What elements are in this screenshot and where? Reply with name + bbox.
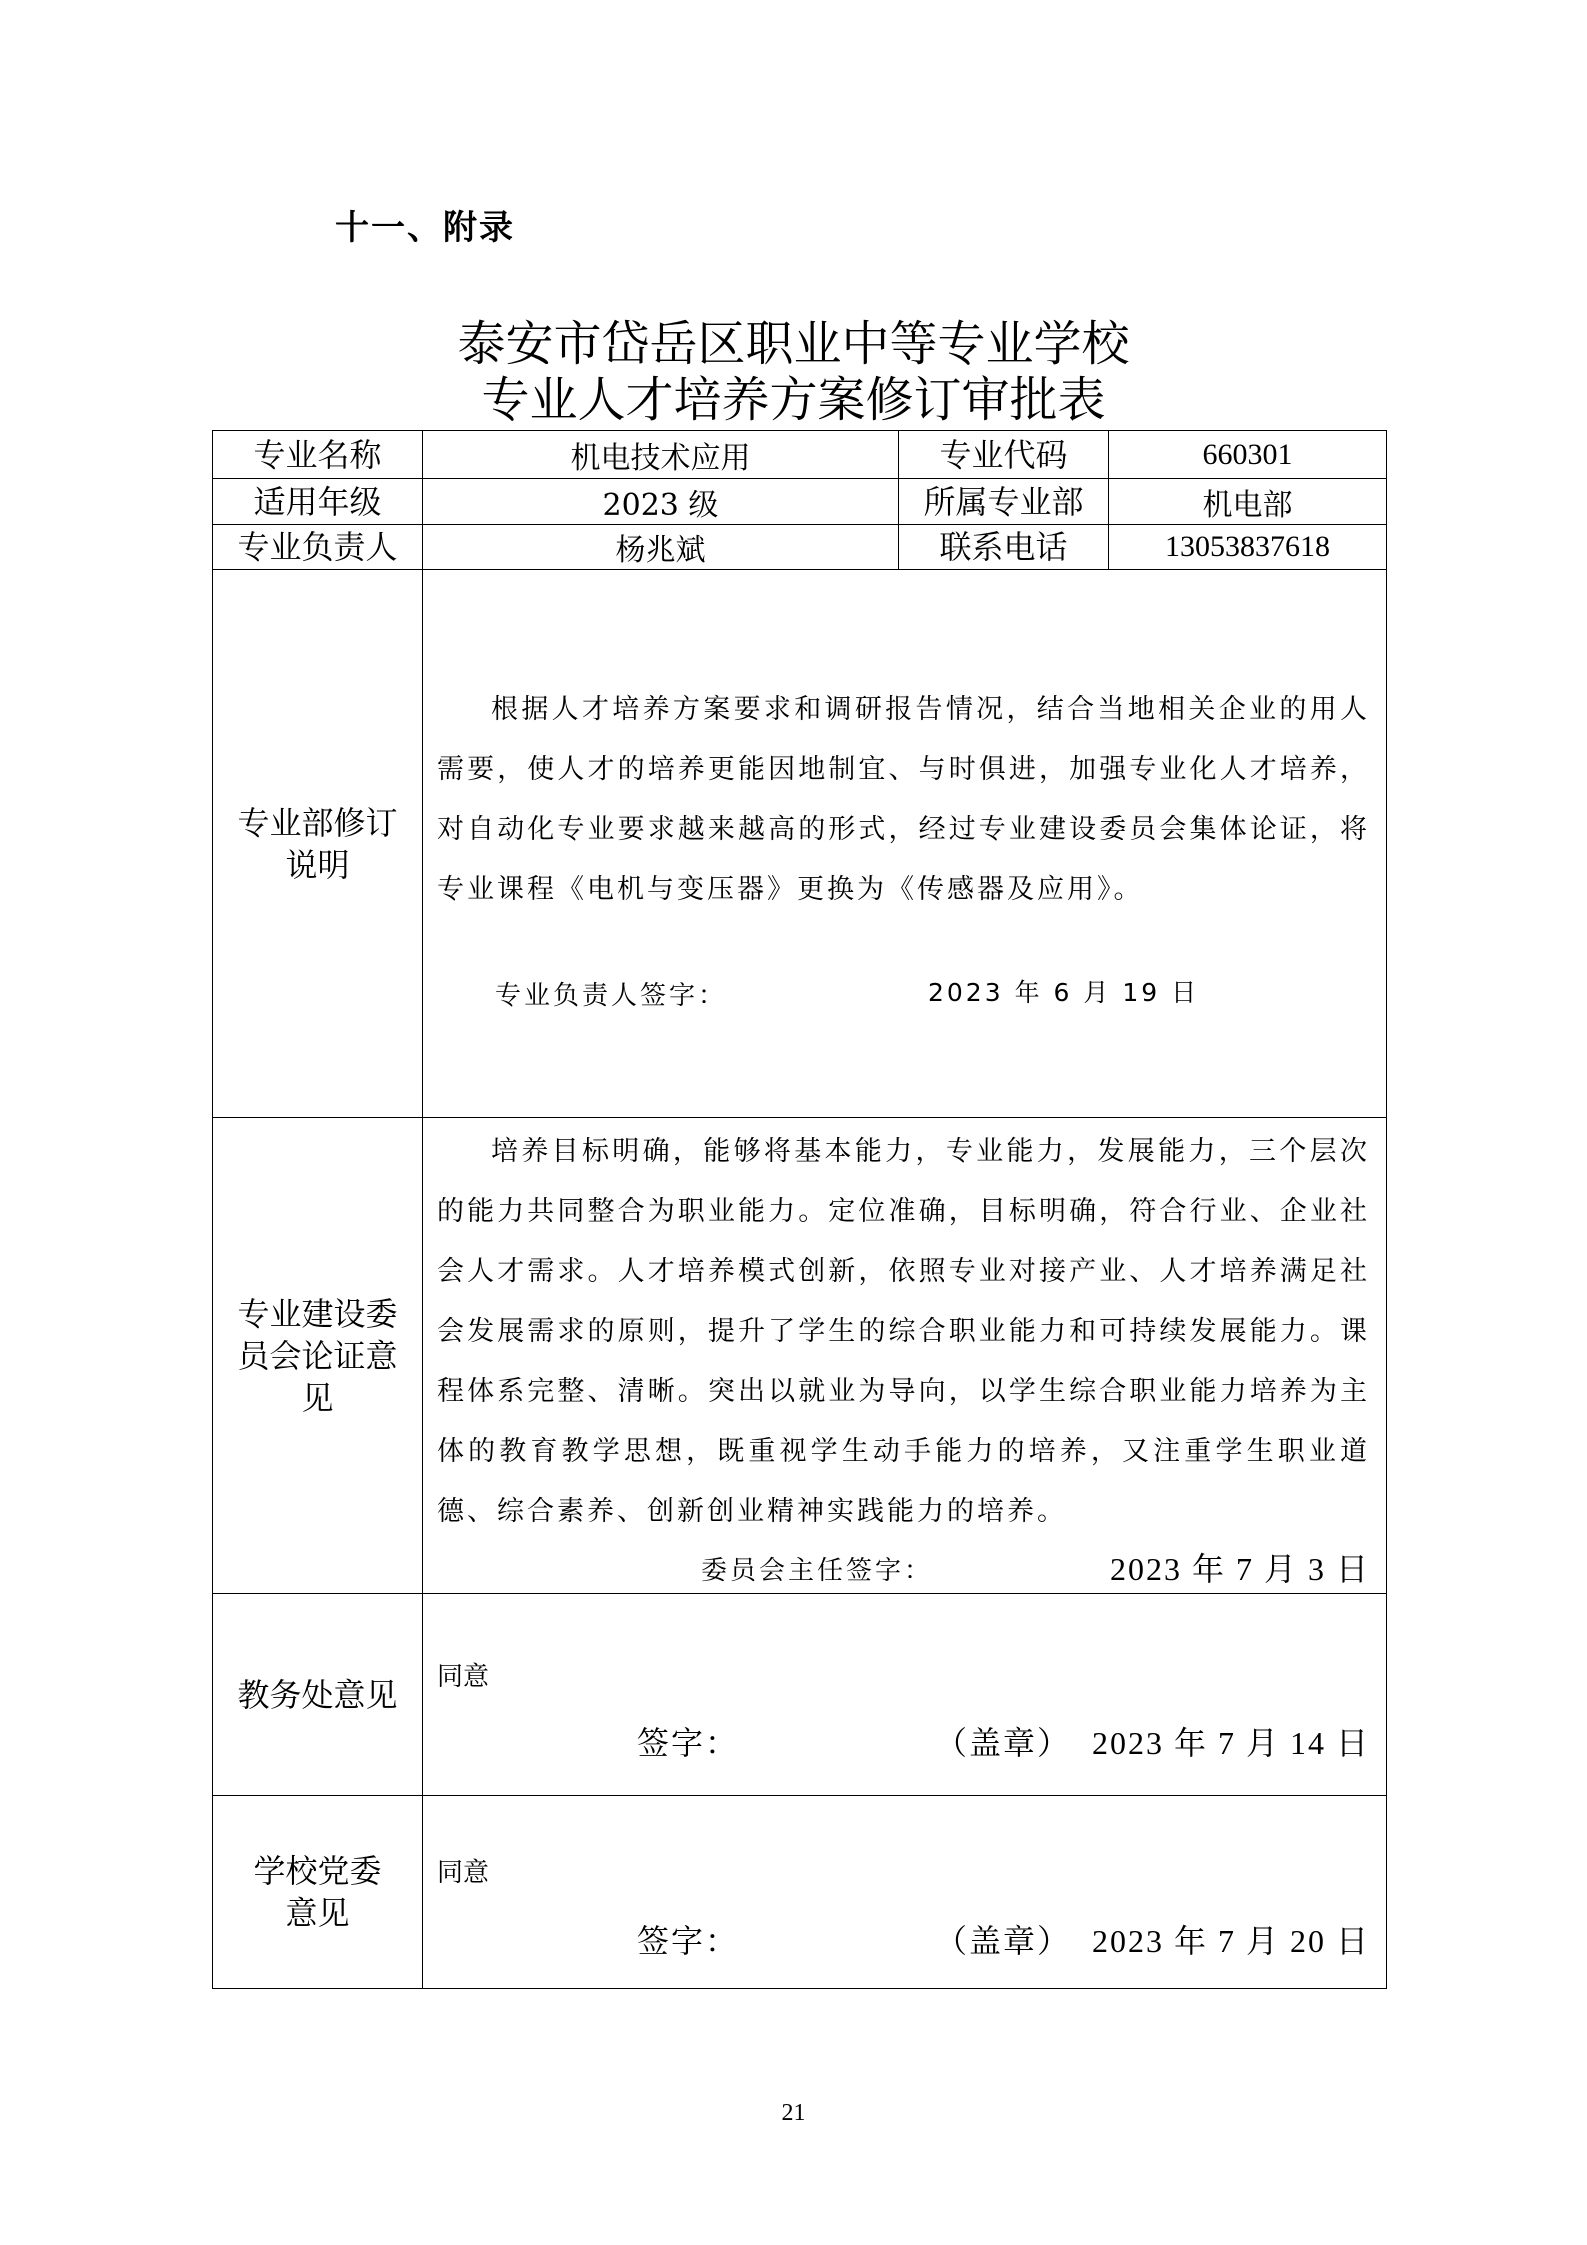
committee-signature-label: 委员会主任签字： xyxy=(701,1556,934,1586)
table-row xyxy=(213,1796,1387,1989)
revision-cell xyxy=(423,570,1387,1118)
phone-value: 13053837618 xyxy=(1109,525,1387,570)
table-row xyxy=(213,1594,1387,1796)
major-name-value: 机电技术应用 xyxy=(423,431,899,479)
academic-label: 教务处意见 xyxy=(213,1594,423,1796)
dept-label: 所属专业部 xyxy=(899,479,1109,525)
table-row xyxy=(213,431,1387,479)
revision-label: 专业部修订说明 xyxy=(213,570,423,1118)
page-number: 21 xyxy=(781,2100,806,2126)
party-sign-label: 签字： xyxy=(637,1922,740,1960)
academic-opinion: 同意 xyxy=(437,1662,490,1692)
table-row xyxy=(213,479,1387,525)
dept-value: 机电部 xyxy=(1109,479,1387,525)
committee-label: 专业建设委员会论证意见 xyxy=(213,1118,423,1594)
academic-date: 2023 年 7 月 14 日 xyxy=(1091,1725,1370,1761)
committee-text: 培养目标明确，能够将基本能力，专业能力，发展能力，三个层次的能力共同整合为职业能力。定位准确，目标明确，符合行业、企业社会人才需求。人才培养模式创新，依照专业对接产业、人才培养满足社会发展需求的原则，提升了学生的综合职业能力和可持续发展能力。课程体系完整、清晰。突出以就业为导向，以学生综合职业能力培养为主体的教育教学思想，既重视学生动手能力的培养，又注重学生职业道德、综合素养、创新创业精神实践能力的培养。 xyxy=(437,1136,1370,1527)
leader-value: 杨兆斌 xyxy=(423,525,899,570)
party-date: 2023 年 7 月 20 日 xyxy=(1091,1923,1370,1959)
table-row xyxy=(213,525,1387,570)
party-opinion: 同意 xyxy=(437,1858,490,1888)
committee-date: 2023 年 7 月 3 日 xyxy=(1109,1551,1370,1587)
approval-form-table xyxy=(212,430,1387,1989)
leader-label: 专业负责人 xyxy=(213,525,423,570)
committee-cell xyxy=(423,1118,1387,1594)
party-cell xyxy=(423,1796,1387,1989)
table-row xyxy=(213,1118,1387,1594)
phone-label: 联系电话 xyxy=(899,525,1109,570)
section-heading: 十一、附录 xyxy=(335,208,515,248)
major-name-label: 专业名称 xyxy=(213,431,423,479)
revision-text: 根据人才培养方案要求和调研报告情况，结合当地相关企业的用人需要，使人才的培养更能因地制宜、与时俱进，加强专业化人才培养，对自动化专业要求越来越高的形式，经过专业建设委员会集体论证，将专业课程《电机与变压器》更换为《传感器及应用》。 xyxy=(437,694,1370,905)
revision-date: 2023 年 6 月 19 日 xyxy=(928,978,1200,1007)
academic-sign-label: 签字： xyxy=(637,1724,740,1762)
revision-signature-label: 专业负责人签字： xyxy=(495,981,728,1011)
party-seal-label: （盖章） xyxy=(935,1922,1072,1960)
academic-cell xyxy=(423,1594,1387,1796)
major-code-label: 专业代码 xyxy=(899,431,1109,479)
major-code-value: 660301 xyxy=(1109,431,1387,479)
academic-seal-label: （盖章） xyxy=(935,1724,1072,1762)
grade-label: 适用年级 xyxy=(213,479,423,525)
document-title-line2: 专业人才培养方案修订审批表 xyxy=(481,372,1106,428)
grade-value: 2023 级 xyxy=(423,479,899,525)
table-row xyxy=(213,570,1387,1118)
party-label: 学校党委意见 xyxy=(213,1796,423,1989)
document-title-line1: 泰安市岱岳区职业中等专业学校 xyxy=(457,316,1130,372)
